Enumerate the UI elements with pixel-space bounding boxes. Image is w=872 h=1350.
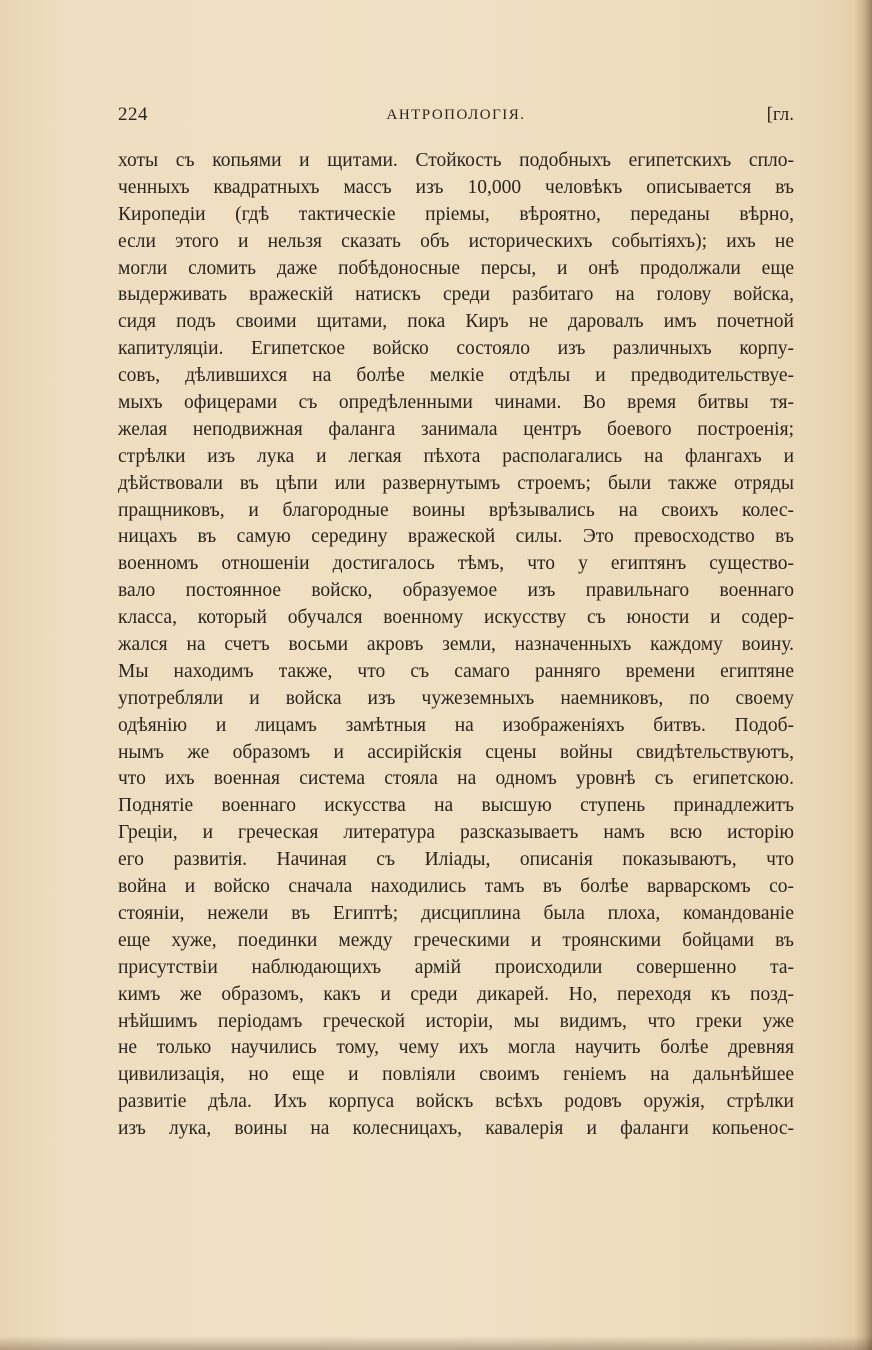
text-line: класса, который обучался военному искусству съ юности и содер- xyxy=(118,607,794,629)
text-line: пращниковъ, и благородные воины врѣзывались на своихъ колес- xyxy=(118,499,794,521)
text-line: хоты съ копьями и щитами. Стойкость подобныхъ египетскихъ спло- xyxy=(118,150,794,171)
text-line: военномъ отношеніи достигалось тѣмъ, что у египтянъ существо- xyxy=(118,553,794,575)
text-line: его развитія. Начиная съ Иліады, описанія показываютъ, что xyxy=(118,849,794,871)
text-line: Мы находимъ также, что съ самаго ранняго времени египтяне xyxy=(118,660,794,682)
page-header xyxy=(118,104,794,130)
text-line: что ихъ военная система стояла на одномъ уровнѣ съ египетскою. xyxy=(118,768,794,790)
text-line: присутствіи наблюдающихъ армій происходили совершенно та- xyxy=(118,956,794,978)
text-line: одѣянію и лицамъ замѣтныя на изображеніяхъ битвъ. Подоб- xyxy=(118,714,794,736)
text-line: развитіе дѣла. Ихъ корпуса войскъ всѣхъ родовъ оружія, стрѣлки xyxy=(118,1091,794,1113)
text-line: еще хуже, поединки между греческими и троянскими бойцами въ xyxy=(118,929,794,951)
text-line: нѣйшимъ періодамъ греческой исторіи, мы видимъ, что греки уже xyxy=(118,1010,794,1032)
text-line: выдерживать вражескій натискъ среди разбитаго на голову войска, xyxy=(118,284,794,306)
text-line: жался на счетъ восьми акровъ земли, назначенныхъ каждому воину. xyxy=(118,634,794,656)
text-line: сидя подъ своими щитами, пока Киръ не даровалъ имъ почетной xyxy=(118,311,794,333)
text-line: вало постоянное войско, образуемое изъ правильнаго военнаго xyxy=(118,580,794,602)
body-text xyxy=(118,148,794,1143)
text-line: Киропедіи (гдѣ тактическіе пріемы, вѣроятно, переданы вѣрно, xyxy=(118,203,794,225)
text-line: совъ, дѣлившихся на болѣе мелкіе отдѣлы и предводительствуе- xyxy=(118,365,794,387)
text-line: нымъ же образомъ и ассирійскія сцены войны свидѣтельствуютъ, xyxy=(118,741,794,763)
text-line: ченныхъ квадратныхъ массъ изъ 10,000 человѣкъ описывается въ xyxy=(118,176,794,198)
text-line: война и войско сначала находились тамъ въ болѣе варварскомъ со- xyxy=(118,876,794,898)
text-line: желая неподвижная фаланга занимала центръ боевого построенія; xyxy=(118,418,794,440)
text-line: дѣйствовали въ цѣпи или развернутымъ строемъ; были также отряды xyxy=(118,472,794,494)
text-line: изъ лука, воины на колесницахъ, кавалерія и фаланги копьенос- xyxy=(118,1118,794,1140)
text-line: мыхъ офицерами съ опредѣленными чинами. Во время битвы тя- xyxy=(118,392,794,414)
text-line: ницахъ въ самую середину вражеской силы. Это превосходство въ xyxy=(118,526,794,548)
text-line: если этого и нельзя сказать объ историческихъ событіяхъ); ихъ не xyxy=(118,230,794,252)
text-line: употребляли и войска изъ чужеземныхъ наемниковъ, по своему xyxy=(118,687,794,709)
text-line: не только научились тому, чему ихъ могла научить болѣе древняя xyxy=(118,1037,794,1059)
text-line: Греціи, и греческая литература разсказываетъ намъ всю исторію xyxy=(118,822,794,844)
text-line: стояніи, нежели въ Египтѣ; дисциплина была плоха, командованіе xyxy=(118,902,794,924)
text-line: стрѣлки изъ лука и легкая пѣхота располагались на флангахъ и xyxy=(118,445,794,467)
running-title: АНТРОПОЛОГІЯ. xyxy=(386,107,526,123)
section-reference: [гл. xyxy=(766,104,794,125)
text-line: Поднятіе военнаго искусства на высшую ступень принадлежитъ xyxy=(118,795,794,817)
text-line: кимъ же образомъ, какъ и среди дикарей. Но, переходя къ позд- xyxy=(118,983,794,1005)
text-line: могли сломить даже побѣдоносные персы, и онѣ продолжали еще xyxy=(118,257,794,279)
page-number: 224 xyxy=(118,104,148,125)
text-line: цивилизація, но еще и повліяли своимъ геніемъ на дальнѣйшее xyxy=(118,1064,794,1086)
text-line: капитуляціи. Египетское войско состояло изъ различныхъ корпу- xyxy=(118,338,794,360)
